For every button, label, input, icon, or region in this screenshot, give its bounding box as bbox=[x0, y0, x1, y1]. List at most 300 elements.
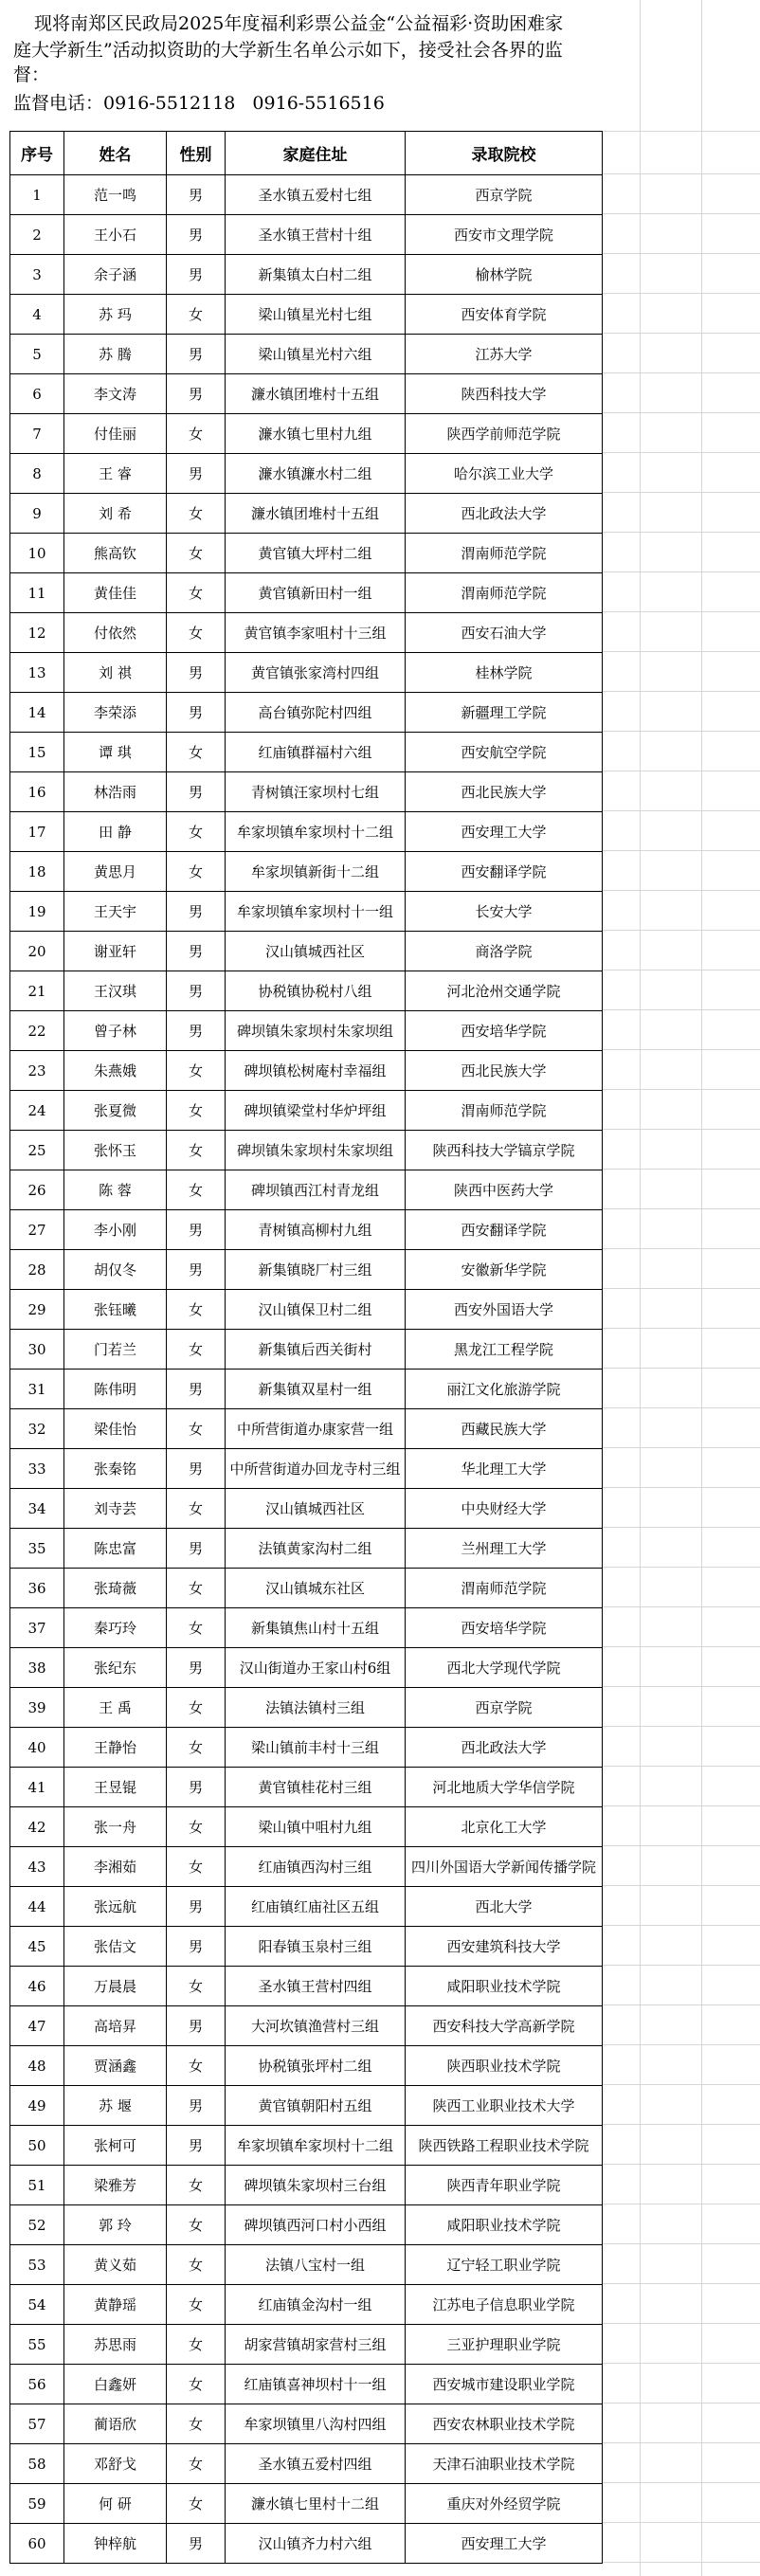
table-row bbox=[10, 892, 603, 932]
cell-name: 白鑫妍 bbox=[64, 2365, 167, 2404]
cell-address: 牟家坝镇牟家坝村十一组 bbox=[226, 892, 406, 932]
cell-no: 37 bbox=[10, 1608, 64, 1648]
cell-no: 46 bbox=[10, 1967, 64, 2006]
cell-gender: 男 bbox=[167, 1449, 226, 1489]
cell-school: 西安理工大学 bbox=[406, 812, 603, 852]
cell-name: 蔺语欣 bbox=[64, 2404, 167, 2444]
header-no: 序号 bbox=[10, 132, 64, 175]
cell-school: 丽江文化旅游学院 bbox=[406, 1370, 603, 1409]
table-row bbox=[10, 494, 603, 534]
cell-name: 王静怡 bbox=[64, 1728, 167, 1768]
cell-name: 张纪东 bbox=[64, 1648, 167, 1688]
table-row bbox=[10, 1728, 603, 1768]
cell-no: 15 bbox=[10, 733, 64, 772]
cell-name: 刘 希 bbox=[64, 494, 167, 534]
cell-school: 西安石油大学 bbox=[406, 613, 603, 653]
cell-no: 3 bbox=[10, 255, 64, 295]
table-row bbox=[10, 2484, 603, 2524]
cell-address: 大河坎镇渔营村三组 bbox=[226, 2006, 406, 2046]
cell-name: 张钰曦 bbox=[64, 1290, 167, 1330]
cell-school: 西安外国语大学 bbox=[406, 1290, 603, 1330]
cell-name: 贾涵鑫 bbox=[64, 2046, 167, 2086]
cell-school: 西北政法大学 bbox=[406, 1728, 603, 1768]
cell-gender: 女 bbox=[167, 1569, 226, 1608]
cell-name: 黄静瑶 bbox=[64, 2285, 167, 2325]
cell-gender: 女 bbox=[167, 573, 226, 613]
cell-address: 濂水镇团堆村十五组 bbox=[226, 494, 406, 534]
table-row bbox=[10, 1051, 603, 1091]
cell-gender: 男 bbox=[167, 1529, 226, 1569]
cell-name: 张琦薇 bbox=[64, 1569, 167, 1608]
cell-school: 四川外国语大学新闻传播学院 bbox=[406, 1847, 603, 1887]
cell-name: 钟梓航 bbox=[64, 2524, 167, 2564]
cell-no: 52 bbox=[10, 2205, 64, 2245]
cell-no: 39 bbox=[10, 1688, 64, 1728]
cell-name: 苏 玛 bbox=[64, 295, 167, 335]
cell-gender: 男 bbox=[167, 374, 226, 414]
cell-address: 黄官镇大坪村二组 bbox=[226, 534, 406, 573]
cell-school: 辽宁轻工职业学院 bbox=[406, 2245, 603, 2285]
cell-name: 苏 腾 bbox=[64, 335, 167, 374]
cell-school: 西安翻译学院 bbox=[406, 1210, 603, 1250]
cell-address: 黄官镇李家咀村十三组 bbox=[226, 613, 406, 653]
table-row bbox=[10, 2365, 603, 2404]
gridline bbox=[603, 131, 760, 174]
cell-address: 梁山镇前丰村十三组 bbox=[226, 1728, 406, 1768]
table-row bbox=[10, 1370, 603, 1409]
cell-gender: 女 bbox=[167, 1489, 226, 1529]
cell-name: 朱燕娥 bbox=[64, 1051, 167, 1091]
cell-address: 碑坝镇朱家坝村朱家坝组 bbox=[226, 1011, 406, 1051]
cell-address: 红庙镇喜神坝村十一组 bbox=[226, 2365, 406, 2404]
cell-address: 汉山镇城西社区 bbox=[226, 1489, 406, 1529]
cell-gender: 女 bbox=[167, 1847, 226, 1887]
cell-no: 25 bbox=[10, 1131, 64, 1170]
cell-address: 青树镇汪家坝村七组 bbox=[226, 772, 406, 812]
cell-address: 濂水镇七里村十二组 bbox=[226, 2484, 406, 2524]
table-row bbox=[10, 414, 603, 454]
cell-name: 王小石 bbox=[64, 215, 167, 255]
cell-address: 中所营街道办回龙寺村三组 bbox=[226, 1449, 406, 1489]
cell-gender: 女 bbox=[167, 1330, 226, 1370]
cell-school: 陕西工业职业技术大学 bbox=[406, 2086, 603, 2126]
cell-name: 田 静 bbox=[64, 812, 167, 852]
cell-address: 碑坝镇松树庵村幸福组 bbox=[226, 1051, 406, 1091]
table-row bbox=[10, 2524, 603, 2564]
cell-no: 1 bbox=[10, 175, 64, 215]
table-row bbox=[10, 454, 603, 494]
cell-school: 西安培华学院 bbox=[406, 1011, 603, 1051]
cell-address: 圣水镇王营村十组 bbox=[226, 215, 406, 255]
table-row bbox=[10, 2325, 603, 2365]
cell-address: 圣水镇五爱村四组 bbox=[226, 2444, 406, 2484]
cell-no: 4 bbox=[10, 295, 64, 335]
cell-gender: 女 bbox=[167, 2444, 226, 2484]
cell-address: 梁山镇星光村七组 bbox=[226, 295, 406, 335]
cell-no: 7 bbox=[10, 414, 64, 454]
table-row bbox=[10, 374, 603, 414]
cell-address: 碑坝镇西河口村小西组 bbox=[226, 2205, 406, 2245]
cell-name: 苏 堰 bbox=[64, 2086, 167, 2126]
table-row bbox=[10, 2046, 603, 2086]
cell-gender: 女 bbox=[167, 534, 226, 573]
cell-address: 新集镇晓厂村三组 bbox=[226, 1250, 406, 1290]
cell-no: 43 bbox=[10, 1847, 64, 1887]
cell-gender: 女 bbox=[167, 2325, 226, 2365]
table-row bbox=[10, 1330, 603, 1370]
cell-school: 西京学院 bbox=[406, 1688, 603, 1728]
cell-gender: 男 bbox=[167, 1011, 226, 1051]
cell-name: 黄思月 bbox=[64, 852, 167, 892]
cell-address: 红庙镇群福村六组 bbox=[226, 733, 406, 772]
cell-gender: 男 bbox=[167, 1648, 226, 1688]
cell-address: 碑坝镇朱家坝村三台组 bbox=[226, 2166, 406, 2205]
cell-address: 圣水镇五爱村七组 bbox=[226, 175, 406, 215]
cell-no: 36 bbox=[10, 1569, 64, 1608]
cell-no: 53 bbox=[10, 2245, 64, 2285]
cell-name: 李荣添 bbox=[64, 693, 167, 733]
cell-school: 江苏大学 bbox=[406, 335, 603, 374]
table-row bbox=[10, 1489, 603, 1529]
cell-name: 刘 祺 bbox=[64, 653, 167, 693]
cell-school: 华北理工大学 bbox=[406, 1449, 603, 1489]
cell-no: 2 bbox=[10, 215, 64, 255]
supervision-phone: 监督电话：0916-5512118 0916-5516516 bbox=[13, 93, 385, 114]
table-row bbox=[10, 1131, 603, 1170]
cell-gender: 男 bbox=[167, 693, 226, 733]
cell-no: 38 bbox=[10, 1648, 64, 1688]
cell-no: 11 bbox=[10, 573, 64, 613]
cell-gender: 男 bbox=[167, 2086, 226, 2126]
cell-school: 西安城市建设职业学院 bbox=[406, 2365, 603, 2404]
table-row bbox=[10, 2444, 603, 2484]
cell-no: 41 bbox=[10, 1768, 64, 1807]
cell-gender: 男 bbox=[167, 1370, 226, 1409]
cell-no: 10 bbox=[10, 534, 64, 573]
cell-gender: 女 bbox=[167, 1688, 226, 1728]
notice-text-line: 庭大学新生”活动拟资助的大学新生名单公示如下，接受社会各界的监 bbox=[13, 40, 563, 61]
cell-gender: 男 bbox=[167, 1927, 226, 1967]
cell-name: 陈 蓉 bbox=[64, 1170, 167, 1210]
cell-name: 付佳丽 bbox=[64, 414, 167, 454]
cell-address: 红庙镇红庙社区五组 bbox=[226, 1887, 406, 1927]
notice-text-line: 督： bbox=[13, 64, 50, 85]
cell-no: 31 bbox=[10, 1370, 64, 1409]
cell-no: 28 bbox=[10, 1250, 64, 1290]
cell-gender: 女 bbox=[167, 1290, 226, 1330]
cell-gender: 女 bbox=[167, 2205, 226, 2245]
table-row bbox=[10, 1170, 603, 1210]
table-row bbox=[10, 693, 603, 733]
table-row bbox=[10, 2205, 603, 2245]
cell-school: 中央财经大学 bbox=[406, 1489, 603, 1529]
cell-name: 谢亚轩 bbox=[64, 932, 167, 971]
cell-no: 22 bbox=[10, 1011, 64, 1051]
cell-address: 汉山街道办王家山村6组 bbox=[226, 1648, 406, 1688]
table-row bbox=[10, 1011, 603, 1051]
cell-address: 濂水镇团堆村十五组 bbox=[226, 374, 406, 414]
cell-no: 35 bbox=[10, 1529, 64, 1569]
cell-gender: 男 bbox=[167, 1250, 226, 1290]
cell-address: 法镇黄家沟村二组 bbox=[226, 1529, 406, 1569]
cell-school: 桂林学院 bbox=[406, 653, 603, 693]
cell-name: 邓舒戈 bbox=[64, 2444, 167, 2484]
cell-gender: 女 bbox=[167, 733, 226, 772]
cell-no: 26 bbox=[10, 1170, 64, 1210]
table-row bbox=[10, 175, 603, 215]
cell-gender: 女 bbox=[167, 2404, 226, 2444]
cell-gender: 男 bbox=[167, 1768, 226, 1807]
cell-name: 何 研 bbox=[64, 2484, 167, 2524]
table-row bbox=[10, 2126, 603, 2166]
cell-address: 牟家坝镇里八沟村四组 bbox=[226, 2404, 406, 2444]
table-row bbox=[10, 573, 603, 613]
cell-address: 梁山镇星光村六组 bbox=[226, 335, 406, 374]
cell-gender: 女 bbox=[167, 852, 226, 892]
table-row bbox=[10, 1409, 603, 1449]
cell-school: 陕西科技大学 bbox=[406, 374, 603, 414]
table-row bbox=[10, 1290, 603, 1330]
cell-school: 陕西中医药大学 bbox=[406, 1170, 603, 1210]
cell-name: 余子涵 bbox=[64, 255, 167, 295]
cell-school: 西安理工大学 bbox=[406, 2524, 603, 2564]
cell-school: 西安体育学院 bbox=[406, 295, 603, 335]
cell-no: 5 bbox=[10, 335, 64, 374]
cell-gender: 女 bbox=[167, 494, 226, 534]
cell-no: 34 bbox=[10, 1489, 64, 1529]
cell-address: 胡家营镇胡家营村三组 bbox=[226, 2325, 406, 2365]
student-roster-table bbox=[9, 131, 603, 2564]
cell-name: 门若兰 bbox=[64, 1330, 167, 1370]
cell-gender: 男 bbox=[167, 255, 226, 295]
cell-address: 梁山镇中咀村九组 bbox=[226, 1807, 406, 1847]
cell-gender: 女 bbox=[167, 1409, 226, 1449]
cell-address: 协税镇协税村八组 bbox=[226, 971, 406, 1011]
cell-name: 秦巧玲 bbox=[64, 1608, 167, 1648]
cell-no: 20 bbox=[10, 932, 64, 971]
cell-gender: 男 bbox=[167, 892, 226, 932]
cell-address: 汉山镇保卫村二组 bbox=[226, 1290, 406, 1330]
cell-name: 胡仅冬 bbox=[64, 1250, 167, 1290]
cell-address: 红庙镇金沟村一组 bbox=[226, 2285, 406, 2325]
cell-no: 18 bbox=[10, 852, 64, 892]
cell-no: 51 bbox=[10, 2166, 64, 2205]
cell-school: 陕西科技大学镐京学院 bbox=[406, 1131, 603, 1170]
cell-gender: 女 bbox=[167, 295, 226, 335]
cell-school: 渭南师范学院 bbox=[406, 534, 603, 573]
cell-school: 兰州理工大学 bbox=[406, 1529, 603, 1569]
cell-no: 23 bbox=[10, 1051, 64, 1091]
notice-text-line: 现将南郑区民政局2025年度福利彩票公益金“公益福彩·资助困难家 bbox=[34, 13, 564, 34]
cell-no: 45 bbox=[10, 1927, 64, 1967]
cell-no: 29 bbox=[10, 1290, 64, 1330]
table-row bbox=[10, 1250, 603, 1290]
cell-school: 陕西职业技术学院 bbox=[406, 2046, 603, 2086]
cell-name: 谭 琪 bbox=[64, 733, 167, 772]
cell-school: 江苏电子信息职业学院 bbox=[406, 2285, 603, 2325]
cell-no: 21 bbox=[10, 971, 64, 1011]
cell-address: 高台镇弥陀村四组 bbox=[226, 693, 406, 733]
cell-school: 黑龙江工程学院 bbox=[406, 1330, 603, 1370]
cell-name: 万晨晨 bbox=[64, 1967, 167, 2006]
cell-school: 西安农林职业技术学院 bbox=[406, 2404, 603, 2444]
cell-no: 49 bbox=[10, 2086, 64, 2126]
cell-address: 阳春镇玉泉村三组 bbox=[226, 1927, 406, 1967]
cell-address: 汉山镇齐力村六组 bbox=[226, 2524, 406, 2564]
table-row bbox=[10, 932, 603, 971]
cell-no: 32 bbox=[10, 1409, 64, 1449]
cell-gender: 女 bbox=[167, 414, 226, 454]
cell-no: 56 bbox=[10, 2365, 64, 2404]
header-school: 录取院校 bbox=[406, 132, 603, 175]
table-row bbox=[10, 534, 603, 573]
cell-no: 16 bbox=[10, 772, 64, 812]
cell-name: 付依然 bbox=[64, 613, 167, 653]
cell-school: 咸阳职业技术学院 bbox=[406, 2205, 603, 2245]
cell-school: 西北民族大学 bbox=[406, 1051, 603, 1091]
header-name: 姓名 bbox=[64, 132, 167, 175]
cell-address: 濂水镇濂水村二组 bbox=[226, 454, 406, 494]
cell-address: 法镇法镇村三组 bbox=[226, 1688, 406, 1728]
table-row bbox=[10, 2086, 603, 2126]
cell-address: 黄官镇桂花村三组 bbox=[226, 1768, 406, 1807]
cell-gender: 女 bbox=[167, 1091, 226, 1131]
cell-gender: 男 bbox=[167, 2524, 226, 2564]
cell-address: 濂水镇七里村九组 bbox=[226, 414, 406, 454]
cell-school: 长安大学 bbox=[406, 892, 603, 932]
table-row bbox=[10, 653, 603, 693]
cell-no: 24 bbox=[10, 1091, 64, 1131]
cell-name: 曾子林 bbox=[64, 1011, 167, 1051]
cell-name: 张怀玉 bbox=[64, 1131, 167, 1170]
cell-school: 西京学院 bbox=[406, 175, 603, 215]
cell-name: 梁雅芳 bbox=[64, 2166, 167, 2205]
table-row bbox=[10, 1210, 603, 1250]
table-row bbox=[10, 2245, 603, 2285]
cell-address: 新集镇后西关街村 bbox=[226, 1330, 406, 1370]
table-row bbox=[10, 1449, 603, 1489]
cell-gender: 女 bbox=[167, 1807, 226, 1847]
cell-gender: 女 bbox=[167, 1728, 226, 1768]
cell-gender: 女 bbox=[167, 812, 226, 852]
cell-no: 60 bbox=[10, 2524, 64, 2564]
cell-gender: 男 bbox=[167, 175, 226, 215]
header-gender: 性别 bbox=[167, 132, 226, 175]
cell-no: 8 bbox=[10, 454, 64, 494]
cell-no: 12 bbox=[10, 613, 64, 653]
cell-no: 47 bbox=[10, 2006, 64, 2046]
table-row bbox=[10, 215, 603, 255]
cell-gender: 男 bbox=[167, 335, 226, 374]
cell-name: 王 禹 bbox=[64, 1688, 167, 1728]
cell-gender: 男 bbox=[167, 215, 226, 255]
cell-school: 西北政法大学 bbox=[406, 494, 603, 534]
cell-address: 黄官镇张家湾村四组 bbox=[226, 653, 406, 693]
cell-address: 协税镇张坪村二组 bbox=[226, 2046, 406, 2086]
table-row bbox=[10, 1648, 603, 1688]
cell-school: 咸阳职业技术学院 bbox=[406, 1967, 603, 2006]
cell-name: 苏思雨 bbox=[64, 2325, 167, 2365]
cell-no: 54 bbox=[10, 2285, 64, 2325]
cell-name: 陈伟明 bbox=[64, 1370, 167, 1409]
cell-no: 9 bbox=[10, 494, 64, 534]
table-row bbox=[10, 852, 603, 892]
cell-gender: 女 bbox=[167, 1131, 226, 1170]
table-row bbox=[10, 1847, 603, 1887]
cell-name: 刘寺芸 bbox=[64, 1489, 167, 1529]
cell-no: 44 bbox=[10, 1887, 64, 1927]
table-row bbox=[10, 812, 603, 852]
table-row bbox=[10, 1807, 603, 1847]
cell-name: 黄义茹 bbox=[64, 2245, 167, 2285]
cell-school: 陕西青年职业学院 bbox=[406, 2166, 603, 2205]
cell-name: 高培昇 bbox=[64, 2006, 167, 2046]
cell-address: 碑坝镇梁堂村华炉坪组 bbox=[226, 1091, 406, 1131]
cell-no: 19 bbox=[10, 892, 64, 932]
cell-gender: 男 bbox=[167, 971, 226, 1011]
cell-no: 6 bbox=[10, 374, 64, 414]
cell-gender: 女 bbox=[167, 1051, 226, 1091]
table-row bbox=[10, 733, 603, 772]
table-row bbox=[10, 335, 603, 374]
table-row bbox=[10, 1091, 603, 1131]
cell-no: 42 bbox=[10, 1807, 64, 1847]
cell-gender: 男 bbox=[167, 454, 226, 494]
cell-gender: 女 bbox=[167, 2046, 226, 2086]
cell-no: 27 bbox=[10, 1210, 64, 1250]
cell-gender: 男 bbox=[167, 1210, 226, 1250]
cell-name: 张佶文 bbox=[64, 1927, 167, 1967]
table-row bbox=[10, 971, 603, 1011]
cell-school: 西北大学 bbox=[406, 1887, 603, 1927]
table-row bbox=[10, 1768, 603, 1807]
cell-gender: 男 bbox=[167, 653, 226, 693]
cell-address: 汉山镇城东社区 bbox=[226, 1569, 406, 1608]
cell-no: 48 bbox=[10, 2046, 64, 2086]
cell-address: 中所营街道办康家营一组 bbox=[226, 1409, 406, 1449]
cell-school: 哈尔滨工业大学 bbox=[406, 454, 603, 494]
cell-address: 碑坝镇西江村青龙组 bbox=[226, 1170, 406, 1210]
cell-school: 陕西学前师范学院 bbox=[406, 414, 603, 454]
cell-name: 李小刚 bbox=[64, 1210, 167, 1250]
cell-name: 林浩雨 bbox=[64, 772, 167, 812]
cell-name: 黄佳佳 bbox=[64, 573, 167, 613]
cell-school: 西藏民族大学 bbox=[406, 1409, 603, 1449]
table-body bbox=[10, 175, 603, 2564]
cell-gender: 女 bbox=[167, 2245, 226, 2285]
cell-school: 新疆理工学院 bbox=[406, 693, 603, 733]
cell-no: 14 bbox=[10, 693, 64, 733]
cell-address: 黄官镇朝阳村五组 bbox=[226, 2086, 406, 2126]
cell-no: 17 bbox=[10, 812, 64, 852]
cell-no: 57 bbox=[10, 2404, 64, 2444]
cell-address: 汉山镇城西社区 bbox=[226, 932, 406, 971]
cell-no: 30 bbox=[10, 1330, 64, 1370]
cell-address: 新集镇焦山村十五组 bbox=[226, 1608, 406, 1648]
cell-school: 西北大学现代学院 bbox=[406, 1648, 603, 1688]
table-row bbox=[10, 613, 603, 653]
cell-school: 西安科技大学高新学院 bbox=[406, 2006, 603, 2046]
cell-gender: 男 bbox=[167, 772, 226, 812]
cell-address: 黄官镇新田村一组 bbox=[226, 573, 406, 613]
cell-address: 红庙镇西沟村三组 bbox=[226, 1847, 406, 1887]
table-row bbox=[10, 2404, 603, 2444]
cell-name: 张柯可 bbox=[64, 2126, 167, 2166]
cell-name: 郭 玲 bbox=[64, 2205, 167, 2245]
cell-name: 王天宇 bbox=[64, 892, 167, 932]
cell-school: 重庆对外经贸学院 bbox=[406, 2484, 603, 2524]
cell-school: 河北沧州交通学院 bbox=[406, 971, 603, 1011]
